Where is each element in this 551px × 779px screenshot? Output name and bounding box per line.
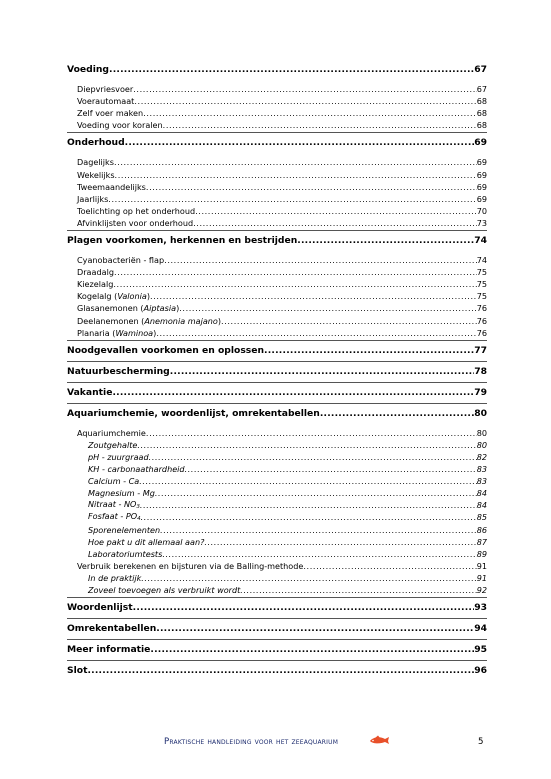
dot-leader (156, 328, 476, 338)
toc-title: Cyanobacteriën - flap (77, 255, 165, 265)
section-divider (67, 230, 487, 231)
toc-page-number: 93 (474, 602, 487, 614)
toc-title: Aquariumchemie, woordenlijst, omrekentabellen (67, 407, 320, 419)
toc-page-number: 68 (476, 120, 487, 131)
toc-title: Jaarlijks (77, 193, 109, 204)
section-divider (67, 403, 487, 404)
toc-title: Dagelijks (77, 157, 114, 168)
toc-title: Nitraat - $NO_3$ (88, 499, 140, 511)
section-divider (67, 660, 487, 661)
toc-title: Slot (67, 665, 88, 677)
fish-icon (368, 735, 390, 745)
toc-title: In de praktijk (88, 572, 142, 583)
toc-heading[interactable] (67, 135, 487, 148)
section-divider (67, 639, 487, 640)
toc-title: Voeding voor koralen (77, 120, 163, 131)
toc-heading[interactable] (67, 621, 487, 634)
toc-title: Glasanemonen (Aiptasia) (77, 303, 180, 314)
toc-title: Kiezelalg (77, 279, 114, 290)
toc-entry[interactable] (67, 167, 487, 180)
toc-subentry[interactable] (67, 449, 487, 462)
toc-entry[interactable] (67, 325, 487, 338)
toc-page-number: 80 (476, 427, 487, 438)
toc-page-number: 67 (474, 64, 487, 75)
dot-leader (109, 64, 474, 75)
toc-subentry[interactable] (67, 546, 487, 559)
dot-leader (264, 345, 474, 356)
toc-page-number: 75 (476, 267, 487, 278)
toc-page-number: 68 (476, 96, 487, 107)
toc-page-number: 82 (476, 451, 487, 462)
section-divider (67, 618, 487, 619)
toc-entry[interactable] (67, 425, 487, 438)
toc-title: Zoveel toevoegen als verbruikt wordt (88, 585, 241, 595)
toc-entry[interactable] (67, 93, 487, 106)
toc-title: Hoe pakt u dit allemaal aan? (88, 536, 205, 547)
dot-leader (170, 366, 474, 377)
toc-page-number: 76 (476, 315, 487, 326)
dot-leader (133, 602, 475, 613)
toc-heading[interactable] (67, 663, 487, 676)
toc-title: Deelanemonen (Anemonia majano) (77, 315, 222, 326)
toc-page-number: 68 (476, 108, 487, 119)
toc-page-number: 85 (476, 512, 487, 523)
toc-page-number: 96 (474, 665, 487, 677)
toc-subentry[interactable] (67, 570, 487, 583)
toc-page-number: 67 (476, 84, 487, 94)
toc-page-number: 80 (476, 439, 487, 450)
toc-entry[interactable] (67, 191, 487, 204)
section-divider (67, 382, 487, 383)
dot-leader (320, 408, 474, 419)
toc-title: Planaria (Waminoa) (77, 327, 157, 338)
toc-title: Sporenelementen (88, 524, 161, 535)
toc-page-number: 89 (476, 548, 487, 559)
toc-page-number: 77 (474, 344, 487, 356)
toc-page-number: 80 (474, 407, 487, 419)
dot-leader (125, 137, 475, 148)
toc-heading[interactable] (67, 233, 487, 246)
toc-title: Toelichting op het onderhoud (77, 205, 196, 216)
toc-page-number: 91 (476, 572, 487, 583)
toc-entry[interactable] (67, 203, 487, 216)
toc-entry[interactable] (67, 558, 487, 571)
toc-title: Kogelalg (Valonia) (77, 291, 151, 302)
toc-heading[interactable] (67, 62, 487, 75)
dot-leader (163, 120, 477, 130)
section-divider (67, 361, 487, 362)
running-footer (164, 737, 338, 747)
toc-title: Laboratoriumtests (88, 548, 163, 559)
toc-subentry[interactable] (67, 485, 487, 498)
toc-page-number: 83 (476, 464, 487, 474)
toc-title: Zoutgehalte (88, 439, 138, 450)
toc-title: Voerautomaat (77, 96, 135, 107)
toc-subentry[interactable] (67, 522, 487, 535)
section-divider (67, 597, 487, 598)
toc-page-number: 75 (476, 279, 487, 290)
toc-page-number: 70 (476, 205, 487, 216)
toc-page-number: 86 (476, 524, 487, 535)
toc-title: Woordenlijst (67, 602, 133, 614)
toc-title: Natuurbescherming (67, 365, 170, 377)
toc-page-number: 69 (476, 157, 487, 168)
toc-title: Tweemaandelijks (77, 181, 146, 192)
toc-entry[interactable] (67, 300, 487, 313)
toc-entry[interactable] (67, 252, 487, 265)
toc-heading[interactable] (67, 642, 487, 655)
toc-entry[interactable] (67, 215, 487, 228)
toc-title: Omrekentabellen (67, 623, 157, 635)
section-divider (67, 132, 487, 133)
toc-entry[interactable] (67, 154, 487, 167)
toc-subentry[interactable] (67, 582, 487, 595)
toc-entry[interactable] (67, 313, 487, 326)
toc-page-number: 69 (474, 137, 487, 149)
page-number: 5 (478, 737, 484, 747)
toc-title: Meer informatie (67, 644, 151, 656)
toc-heading[interactable] (67, 364, 487, 377)
toc-title: Magnesium - Mg (88, 488, 155, 499)
dot-leader (87, 665, 474, 676)
toc-page-number: 79 (474, 386, 487, 398)
toc-title: Zelf voer maken (77, 108, 144, 119)
toc-subentry[interactable] (67, 461, 487, 474)
toc-page-number: 74 (476, 255, 487, 265)
toc-title: Noodgevallen voorkomen en oplossen (67, 344, 265, 356)
dot-leader (240, 585, 476, 595)
toc-page-number: 87 (476, 536, 487, 547)
toc-title: Wekelijks (77, 169, 115, 180)
toc-heading[interactable] (67, 343, 487, 356)
toc-heading[interactable] (67, 600, 487, 613)
toc-page-number: 76 (476, 303, 487, 314)
toc-title: Voeding (67, 64, 109, 75)
toc-title: Calcium - Ca (88, 476, 140, 487)
dot-leader (112, 387, 474, 398)
dot-leader (193, 218, 477, 228)
toc-page-number: 83 (476, 476, 487, 487)
toc-heading[interactable] (67, 406, 487, 419)
toc-subentry[interactable] (67, 509, 487, 522)
toc-title: Onderhoud (67, 137, 125, 149)
toc-page-number: 92 (476, 585, 487, 595)
toc-entry[interactable] (67, 105, 487, 118)
toc-page-number: 74 (474, 235, 487, 246)
dot-leader (297, 235, 474, 246)
toc-page-number: 84 (476, 500, 487, 511)
toc-entry[interactable] (67, 117, 487, 130)
toc-page-number: 73 (476, 217, 487, 228)
toc-entry[interactable] (67, 179, 487, 192)
toc-entry[interactable] (67, 264, 487, 277)
toc-page-number: 76 (476, 327, 487, 338)
toc-page-number: 94 (474, 623, 487, 635)
toc-page-number: 84 (476, 488, 487, 499)
toc-title: Afvinklijsten voor onderhoud (77, 217, 194, 228)
toc-entry[interactable] (67, 81, 487, 94)
toc-subentry[interactable] (67, 437, 487, 450)
toc-title: Aquariumchemie (77, 427, 146, 438)
toc-heading[interactable] (67, 385, 487, 398)
toc-title: Draadalg (77, 267, 114, 278)
toc-title: Fosfaat - $PO_4$ (88, 511, 141, 523)
toc-title: KH - carbonaathardheid (88, 464, 185, 474)
toc-page-number: 95 (474, 644, 487, 656)
toc-page-number: 69 (476, 181, 487, 192)
toc-page-number: 69 (476, 193, 487, 204)
toc-title: Vakantie (67, 386, 113, 398)
toc-page-number: 75 (476, 291, 487, 302)
toc-entry[interactable] (67, 288, 487, 301)
dot-leader (150, 644, 474, 655)
toc-subentry[interactable] (67, 473, 487, 486)
toc-page-number: 69 (476, 169, 487, 180)
running-title: Praktische handleiding voor het zeeaquarium (164, 737, 339, 747)
toc-subentry[interactable] (67, 497, 487, 510)
toc-entry[interactable] (67, 276, 487, 289)
section-divider (67, 340, 487, 341)
toc-title: pH - zuurgraad (88, 451, 149, 462)
toc-subentry[interactable] (67, 534, 487, 547)
toc-page-number: 91 (476, 560, 487, 571)
toc-title: Plagen voorkomen, herkennen en bestrijden (67, 235, 298, 246)
toc-title: Verbruik berekenen en bijsturen via de Balling-methode (77, 560, 304, 571)
dot-leader (156, 623, 474, 634)
toc-title: Diepvriesvoer (77, 84, 134, 94)
toc-page-number: 78 (474, 365, 487, 377)
